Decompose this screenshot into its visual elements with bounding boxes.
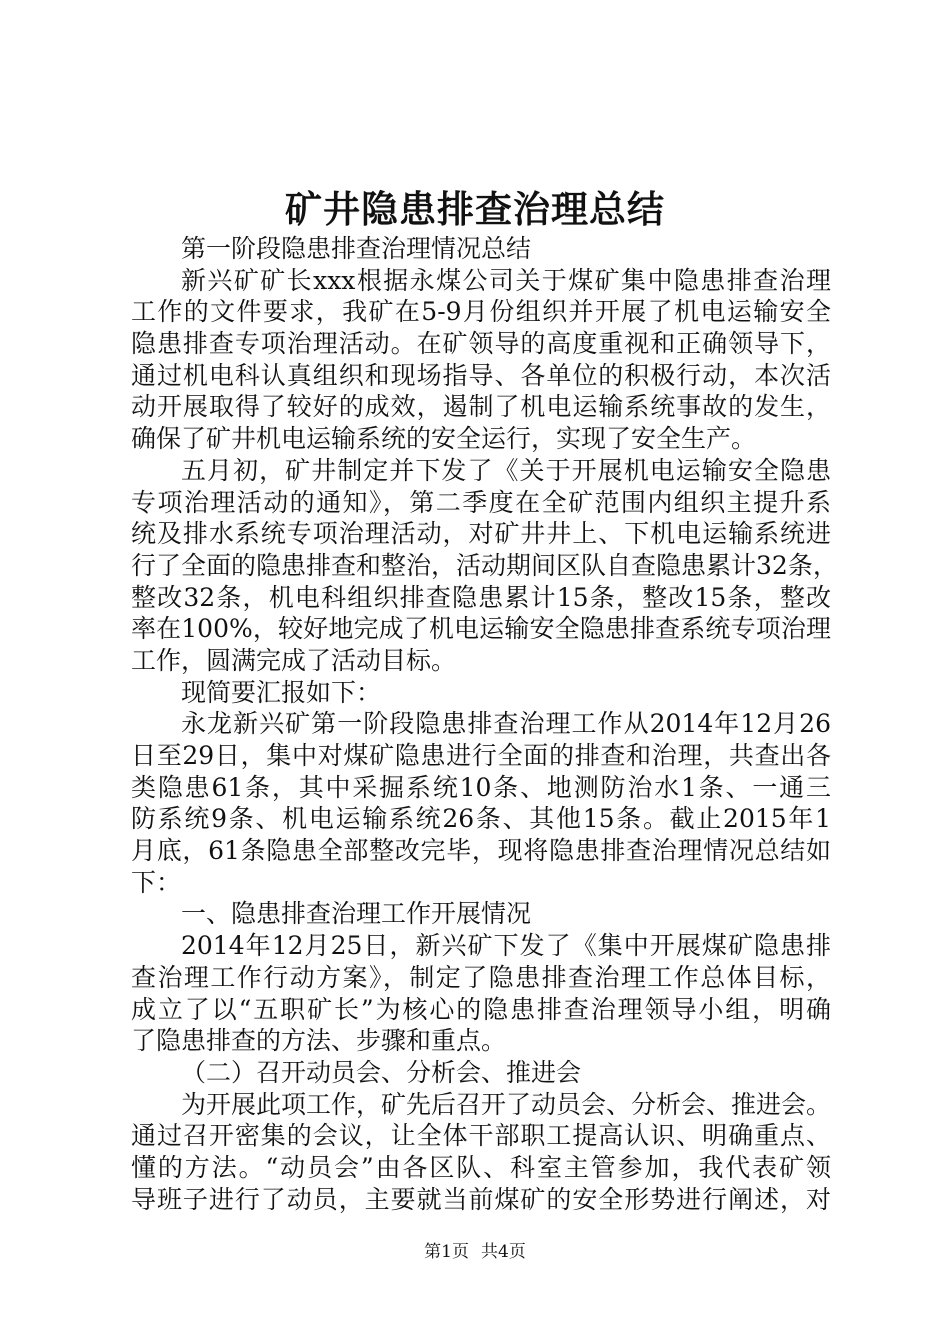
paragraph-line: 通过机电科认真组织和现场指导、各单位的积极行动，本次活 bbox=[131, 360, 831, 390]
paragraph-line: 现简要汇报如下： bbox=[181, 677, 382, 707]
paragraph-line: 日至29日，集中对煤矿隐患进行全面的排查和治理，共查出各 bbox=[131, 741, 831, 770]
paragraph-line: 了隐患排查的方法、步骤和重点。 bbox=[131, 1026, 507, 1056]
page-number: 第1页 bbox=[424, 1242, 469, 1262]
paragraph-line: 隐患排查专项治理活动。在矿领导的高度重视和正确领导下， bbox=[131, 329, 831, 359]
paragraph-line: 新兴矿矿长xxx根据永煤公司关于煤矿集中隐患排查治理 bbox=[181, 265, 831, 295]
page-footer bbox=[0, 1240, 950, 1264]
document-body bbox=[131, 233, 838, 1215]
paragraph-line: 查治理工作行动方案》，制定了隐患排查治理工作总体目标， bbox=[131, 962, 831, 992]
paragraph-line: 防系统9条、机电运输系统26条、其他15条。截止2015年1 bbox=[131, 804, 831, 834]
paragraph-line: 工作的文件要求，我矿在5-9月份组织并开展了机电运输安全 bbox=[131, 297, 831, 327]
paragraph-line: 成立了以“五职矿长”为核心的隐患排查治理领导小组，明确 bbox=[131, 994, 831, 1024]
paragraph-line: 通过召开密集的会议，让全体干部职工提高认识、明确重点、 bbox=[131, 1121, 831, 1151]
paragraph-line: 行了全面的隐患排查和整治，活动期间区队自查隐患累计32条， bbox=[131, 550, 838, 580]
paragraph-line: 月底，61条隐患全部整改完毕，现将隐患排查治理情况总结如 bbox=[131, 836, 831, 866]
page-total: 共4页 bbox=[481, 1242, 526, 1262]
paragraph-line: 专项治理活动的通知》，第二季度在全矿范围内组织主提升系 bbox=[131, 487, 831, 517]
paragraph-line: 2014年12月25日，新兴矿下发了《集中开展煤矿隐患排 bbox=[181, 931, 831, 961]
paragraph-line: 整改32条，机电科组织排查隐患累计15条，整改15条，整改 bbox=[131, 582, 831, 612]
section-heading: 第一阶段隐患排查治理情况总结 bbox=[181, 234, 532, 263]
paragraph-line: 导班子进行了动员，主要就当前煤矿的安全形势进行阐述，对 bbox=[131, 1184, 831, 1214]
paragraph-line: 下： bbox=[131, 867, 182, 897]
section-heading: （二）召开动员会、分析会、推进会 bbox=[181, 1057, 582, 1087]
section-heading: 一、隐患排查治理工作开展情况 bbox=[181, 899, 532, 929]
paragraph-line: 类隐患61条，其中采掘系统10条、地测防治水1条、一通三 bbox=[131, 772, 831, 802]
paragraph-line: 懂的方法。“动员会”由各区队、科室主管参加，我代表矿领 bbox=[131, 1152, 831, 1182]
paragraph-line: 永龙新兴矿第一阶段隐患排查治理工作从2014年12月26 bbox=[181, 709, 831, 739]
paragraph-line: 确保了矿井机电运输系统的安全运行，实现了安全生产。 bbox=[131, 424, 757, 454]
paragraph-line: 工作，圆满完成了活动目标。 bbox=[131, 645, 457, 675]
paragraph-line: 统及排水系统专项治理活动，对矿井井上、下机电运输系统进 bbox=[131, 519, 831, 549]
paragraph-line: 五月初，矿井制定并下发了《关于开展机电运输安全隐患 bbox=[181, 455, 831, 485]
paragraph-line: 动开展取得了较好的成效，遏制了机电运输系统事故的发生， bbox=[131, 392, 831, 422]
document-title: 矿井隐患排查治理总结 bbox=[285, 187, 665, 231]
paragraph-line: 率在100%，较好地完成了机电运输安全隐患排查系统专项治理 bbox=[131, 614, 831, 644]
paragraph-line: 为开展此项工作，矿先后召开了动员会、分析会、推进会。 bbox=[181, 1089, 832, 1119]
